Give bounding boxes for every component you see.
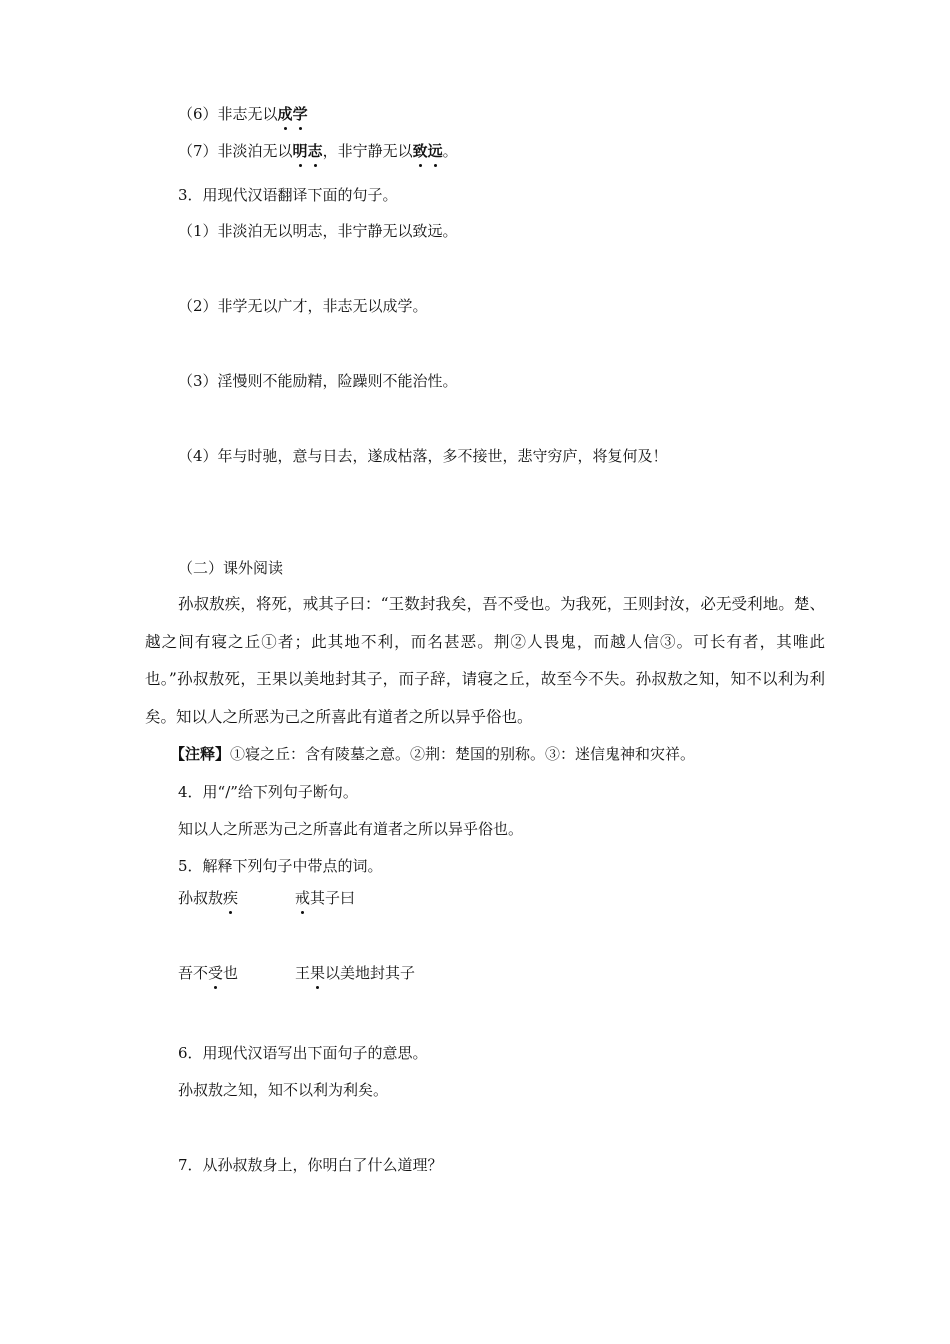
q3-item-4: （4）年与时驰，意与日去，遂成枯落，多不接世，悲守穷庐，将复何及！ xyxy=(178,447,668,465)
q5-row-1 xyxy=(178,888,238,908)
q5-row-2 xyxy=(178,963,238,983)
q5-row-2-col-2 xyxy=(295,963,415,983)
q5-row-1-col-2 xyxy=(295,888,355,908)
q5-phrase xyxy=(295,889,355,907)
q3-item-1: （1）非淡泊无以明志，非宁静无以致远。 xyxy=(178,222,458,240)
q3-title: 3．用现代汉语翻译下面的句子。 xyxy=(178,186,398,204)
q5-title: 5．解释下列句子中带点的词。 xyxy=(178,857,383,875)
q2-item-6 xyxy=(178,104,308,124)
q4-title: 4．用“/”给下列句子断句。 xyxy=(178,783,358,801)
phrase-text: 以美地封其子 xyxy=(325,964,416,982)
item-text: （7）非淡泊无以 xyxy=(178,142,293,160)
dotted-word: 远 xyxy=(427,142,443,160)
q6-sentence: 孙叔敖之知，知不以利为利矣。 xyxy=(178,1081,389,1099)
reading-passage: 孙叔敖疾，将死，戒其子曰：“王数封我矣，吾不受也。为我死，王则封汝，必无受利地。楚、越之间有寝之丘①者；此其地不利，而名甚恶。荆②人畏鬼，而越人信③。可长有者，其唯此也。”孙叔敖死，王果以美地封其子，而子辞，请寝之丘，故至今不失。孙叔敖之知，知不以利为利矣。知以人之所恶为己之所喜此有道者之所以异乎俗也。 xyxy=(145,595,825,726)
q2-item-7 xyxy=(178,141,458,161)
q7-title: 7．从孙叔敖身上，你明白了什么道理？ xyxy=(178,1156,443,1174)
phrase-text: 也 xyxy=(223,964,239,982)
dotted-word: 学 xyxy=(292,105,308,123)
q3-item-2: （2）非学无以广才，非志无以成学。 xyxy=(178,297,428,315)
dotted-word: 戒 xyxy=(295,889,311,907)
dotted-word: 受 xyxy=(208,964,224,982)
q5-phrase xyxy=(178,964,238,982)
q6-title: 6．用现代汉语写出下面句子的意思。 xyxy=(178,1044,428,1062)
dotted-word: 志 xyxy=(307,142,323,160)
dotted-word: 致 xyxy=(412,142,428,160)
annotation-note xyxy=(170,744,695,764)
section-heading: （二）课外阅读 xyxy=(178,559,284,577)
dotted-word: 成 xyxy=(277,105,293,123)
phrase-text: 孙叔敖 xyxy=(178,889,224,907)
q5-phrase xyxy=(295,964,415,982)
item-text: （6）非志无以 xyxy=(178,105,278,123)
q4-sentence: 知以人之所恶为己之所喜此有道者之所以异乎俗也。 xyxy=(178,820,524,838)
phrase-text: 其子曰 xyxy=(310,889,356,907)
q5-phrase xyxy=(178,889,238,907)
phrase-text: 王 xyxy=(295,964,311,982)
note-label: 【注释】 xyxy=(170,745,231,763)
q3-item-3: （3）淫慢则不能励精，险躁则不能治性。 xyxy=(178,372,458,390)
dotted-word: 明 xyxy=(292,142,308,160)
item-text: ，非宁静无以 xyxy=(322,142,413,160)
item-text: 。 xyxy=(442,142,458,160)
note-text: ①寝之丘：含有陵墓之意。②荆：楚国的别称。③：迷信鬼神和灾祥。 xyxy=(230,745,696,763)
phrase-text: 吾不 xyxy=(178,964,209,982)
dotted-word: 疾 xyxy=(223,889,239,907)
dotted-word: 果 xyxy=(310,964,326,982)
